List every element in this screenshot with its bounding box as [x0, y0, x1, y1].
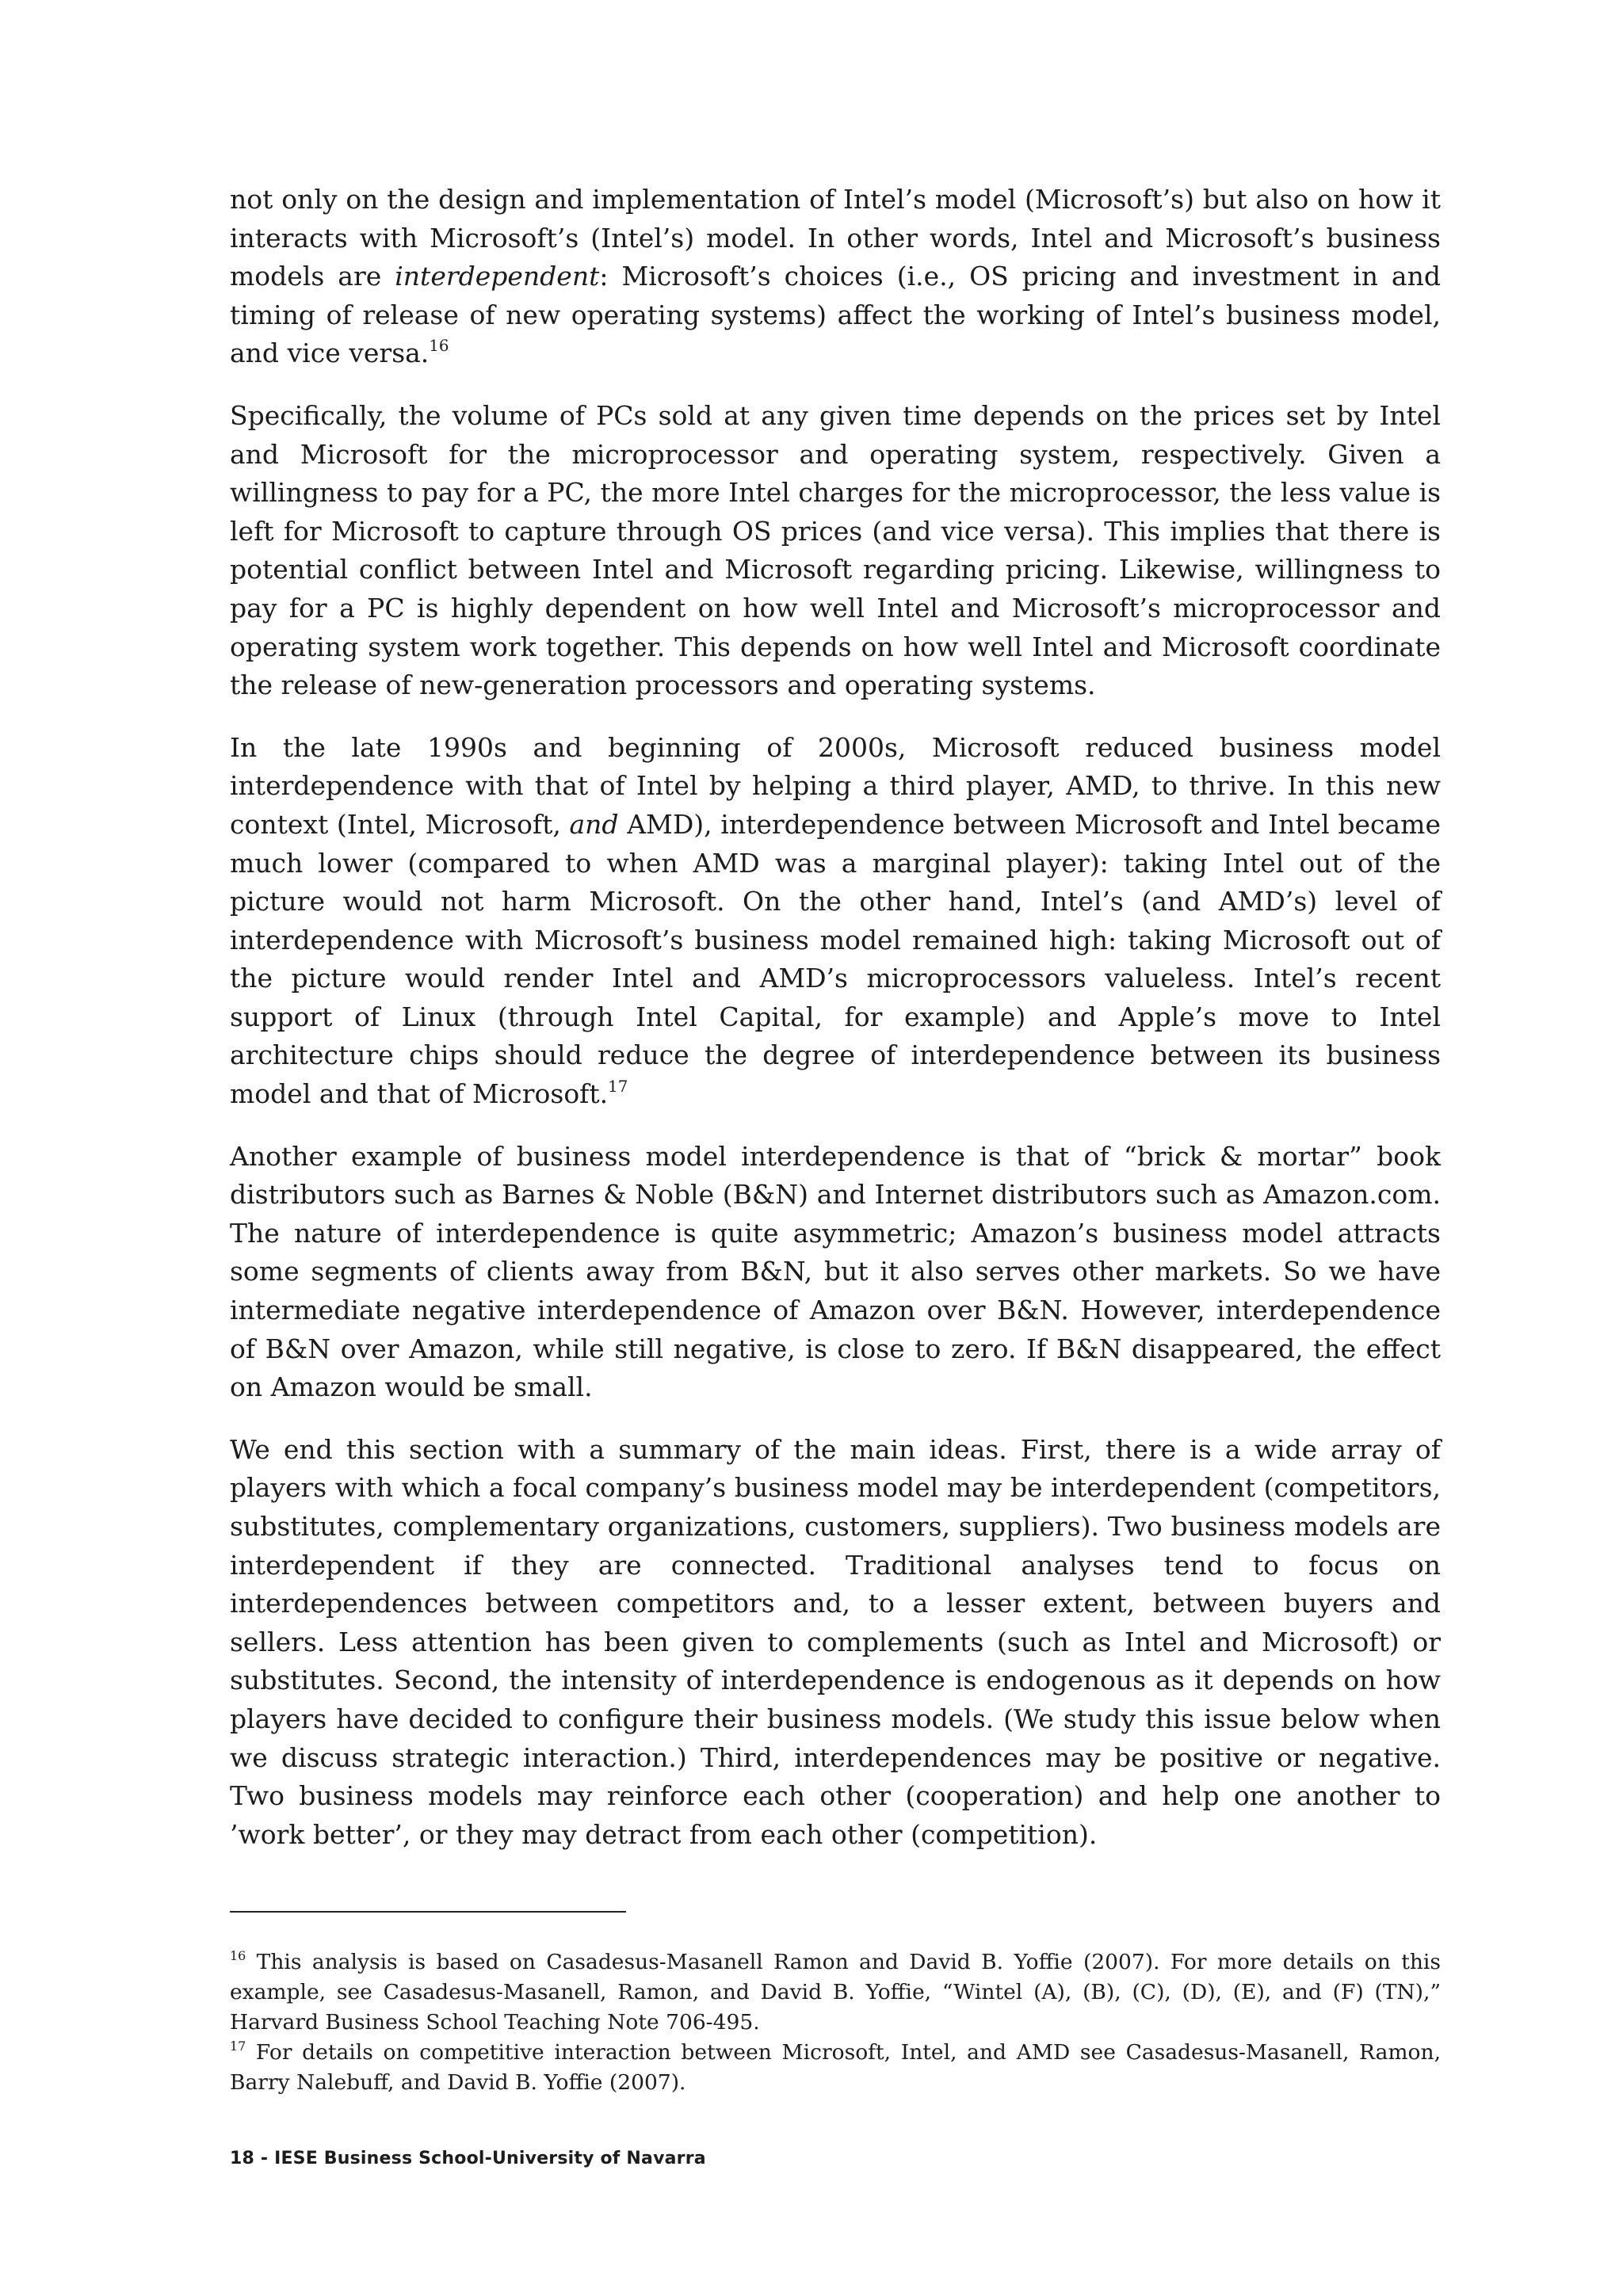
- paragraph-1: [230, 181, 1441, 373]
- paragraph-2: Specifically, the volume of PCs sold at any given time depends on the prices set by Intel and Microsoft for the microprocessor and operating system, respectively. Given a willingness to pay for a PC, the more Intel charges for the microprocessor, the less value is left for Microsoft to capture through OS prices (and vice versa). This implies that there is potential conflict between Intel and Microsoft regarding pricing. Likewise, willingness to pay for a PC is highly dependent on how well Intel and Microsoft’s microprocessor and operating system work together. This depends on how well Intel and Microsoft coordinate the release of new-generation processors and operating systems.: [230, 399, 1441, 701]
- page-footer: 18 - IESE Business School-University of Navarra: [230, 2149, 706, 2168]
- footnote-number: 17: [230, 2038, 246, 2054]
- paragraph-1-text-a: not only on the design and implementation of Intel’s model (Microsoft’s) but also on how it interacts with Microsoft’s (Intel’s) model. In other words, Intel and Microsoft’s business models are: [230, 184, 1441, 292]
- emphasis-and: and: [569, 808, 619, 840]
- body-text: [230, 181, 1441, 1878]
- paragraph-3-text-a: In the late 1990s and beginning of 2000s, Microsoft reduced business model interdependence with that of Intel by helping a third player, AMD, to thrive. In this new context (Intel, Microsoft,: [230, 731, 1441, 840]
- footnote-ref-16[interactable]: 16: [429, 337, 449, 356]
- footnotes: [230, 1947, 1441, 2098]
- footnote-16: [230, 1947, 1441, 2038]
- footnote-number: 16: [230, 1947, 246, 1963]
- emphasis-interdependent: interdependent: [395, 261, 600, 292]
- paragraph-1-text-b: : Microsoft’s choices (i.e., OS pricing and investment in and timing of release of new operating systems) affect the working of Intel’s business model, and vice versa.: [230, 261, 1441, 369]
- paragraph-3: [230, 729, 1441, 1114]
- paragraph-5: We end this section with a summary of the main ideas. First, there is a wide array of players with which a focal company’s business model may be interdependent (competitors, substitutes, complementary organizations, customers, suppliers). Two business models are interdependent if they are connected. Traditional analyses tend to focus on interdependences between competitors and, to a lesser extent, between buyers and sellers. Less attention has been given to complements (such as Intel and Microsoft) or substitutes. Second, the intensity of interdependence is endogenous as it depends on how players have decided to configure their business models. (We study this issue below when we discuss strategic interaction.) Third, interdependences may be positive or negative. Two business models may reinforce each other (cooperation) and help one another to ’work better’, or they may detract from each other (competition).: [230, 1433, 1441, 1850]
- paragraph-4: Another example of business model interdependence is that of “brick & mortar” book distributors such as Barnes & Noble (B&N) and Internet distributors such as Amazon.com. The nature of interdependence is quite asymmetric; Amazon’s business model attracts some segments of clients away from B&N, but it also serves other markets. So we have intermediate negative interdependence of Amazon over B&N. However, interdependence of B&N over Amazon, while still negative, is close to zero. If B&N disappeared, the effect on Amazon would be small.: [230, 1140, 1441, 1403]
- footnote-17: [230, 2038, 1441, 2098]
- footnote-text: For details on competitive interaction between Microsoft, Intel, and AMD see Casadesus-Masanell, Ramon, Barry Nalebuff, and David B. Yoffie (2007).: [230, 2040, 1441, 2095]
- footnote-separator: [230, 1911, 626, 1913]
- footnote-text: This analysis is based on Casadesus-Masanell Ramon and David B. Yoffie (2007). For more details on this example, see Casadesus-Masanell, Ramon, and David B. Yoffie, “Wintel (A), (B), (C), (D), (E), and (F) (TN),” Harvard Business School Teaching Note 706-495.: [230, 1950, 1441, 2035]
- paragraph-3-text-b: AMD), interdependence between Microsoft and Intel became much lower (compared to when AMD was a marginal player): taking Intel out of the picture would not harm Microsoft. On the other hand, Intel’s (and AMD’s) level of interdependence with Microsoft’s business model remained high: taking Microsoft out of the picture would render Intel and AMD’s microprocessors valueless. Intel’s recent support of Linux (through Intel Capital, for example) and Apple’s move to Intel architecture chips should reduce the degree of interdependence between its business model and that of Microsoft.: [230, 808, 1442, 1110]
- footnote-ref-17[interactable]: 17: [608, 1077, 628, 1097]
